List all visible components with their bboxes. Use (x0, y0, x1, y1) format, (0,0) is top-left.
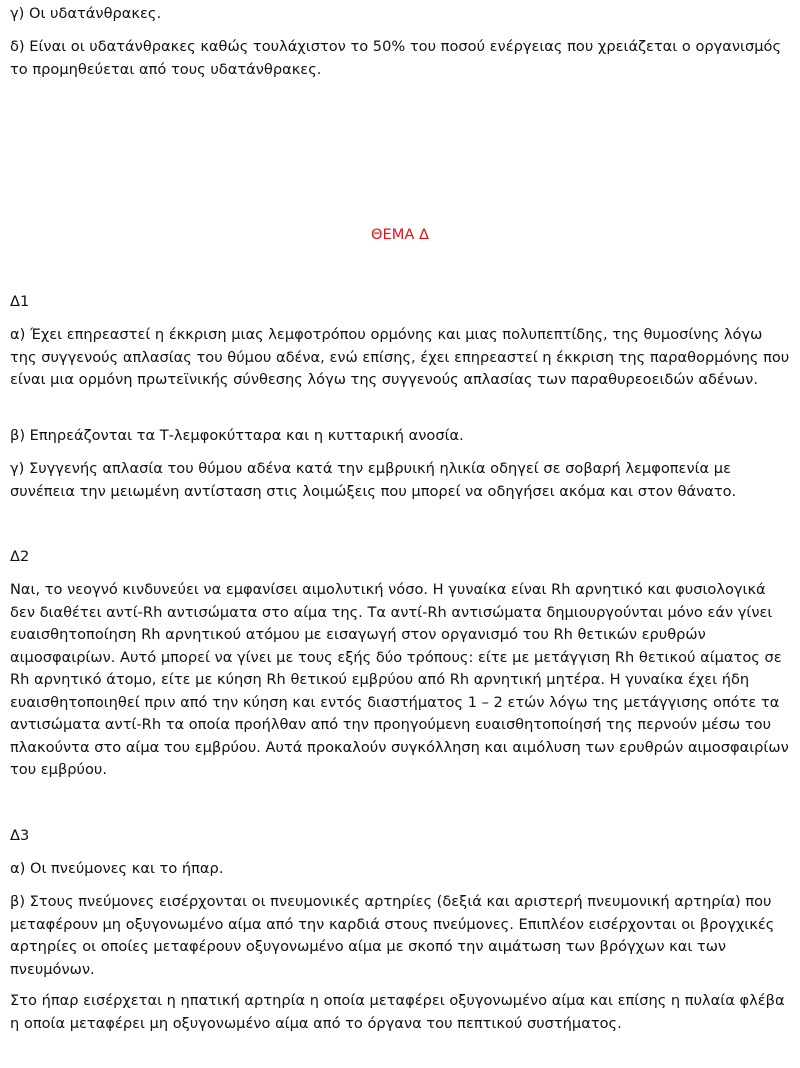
d2-label: Δ2 (10, 548, 30, 565)
d2-answer: Ναι, το νεογνό κινδυνεύει να εμφανίσει αιμολυτική νόσο. Η γυναίκα είναι Rh αρνητικό και φυσιολογικά δεν διαθέτει αντί-Rh αντισώματα στο αίμα της. Τα αντί-Rh αντισώματα δημιουργούνται μόνο εάν γίνει ευαισθητοποίηση Rh αρνητικού ατόμου με εισαγωγή στον οργανισμό του Rh θετικών ερυθρών αιμοσφαιρίων. Αυτό μπορεί να γίνει με τους εξής δύο τρόπους: είτε με μετάγγιση Rh θετικού αίματος σε Rh αρνητικό άτομο, είτε με κύηση Rh θετικού εμβρύου από Rh αρνητική μητέρα. Η γυναίκα έχει ήδη ευαισθητοποιηθεί πριν από την κύηση και εντός διαστήματος 1 – 2 ετών λόγω της μετάγγισης οπότε τα αντισώματα αντί-Rh τα οποία προήλθαν από την προηγούμενη ευαισθητοποίησή της περνούν μέσω του πλακούντα στο αίμα του εμβρύου. Αυτά προκαλούν συγκόλληση και αιμόλυση των ερυθρών αιμοσφαιρίων του εμβρύου. (10, 581, 789, 778)
d1-answer-b: β) Επηρεάζονται τα Τ-λεμφοκύτταρα και η κυτταρική ανοσία. (10, 427, 464, 444)
d3-answer-b: β) Στους πνεύμονες εισέρχονται οι πνευμονικές αρτηρίες (δεξιά και αριστερή πνευμονική αρτηρία) που μεταφέρουν μη οξυγονωμένο αίμα από την καρδιά στους πνεύμονες. Επιπλέον εισέρχονται οι βρογχικές αρτηρίες οι οποίες μεταφέρουν οξυγονωμένο αίμα με σκοπό την αιμάτωση των βρόγχων και των πνευμόνων. (10, 893, 775, 978)
answer-gamma-paragraph: γ) Οι υδατάνθρακες. (10, 5, 162, 22)
d3-answer-a: α) Οι πνεύμονες και το ήπαρ. (10, 860, 224, 877)
d1-answer-c: γ) Συγγενής απλασία του θύμου αδένα κατά την εμβρυική ηλικία οδηγεί σε σοβαρή λεμφοπενία με συνέπεια την μειωμένη αντίσταση στις λοιμώξεις που μπορεί να οδηγήσει ακόμα και στον θάνατο. (10, 460, 737, 500)
d3-label: Δ3 (10, 827, 30, 844)
answer-delta-paragraph: δ) Είναι οι υδατάνθρακες καθώς τουλάχιστον το 50% του ποσού ενέργειας που χρειάζεται ο οργανισμός το προμηθεύεται από τους υδατάνθρακες. (10, 38, 782, 78)
d1-answer-a: α) Έχει επηρεαστεί η έκκριση μιας λεμφοτρόπου ορμόνης και μιας πολυπεπτίδης, της θυμοσίνης λόγω της συγγενούς απλασίας του θύμου αδένα, ενώ επίσης, έχει επηρεαστεί η έκκριση της παραθορμόνης που είναι μια ορμόνη πρωτεϊνικής σύνθεσης λόγω της συγγενούς απλασίας των παραθυρεοειδών αδένων. (10, 326, 790, 388)
d1-label: Δ1 (10, 293, 30, 310)
section-title: ΘΕΜΑ Δ (371, 226, 429, 243)
d3-answer-b-liver: Στο ήπαρ εισέρχεται η ηπατική αρτηρία η οποία μεταφέρει οξυγονωμένο αίμα και επίσης η πυλαία φλέβα η οποία μεταφέρει μη οξυγονωμένο αίμα από το όργανα του πεπτικού συστήματος. (10, 992, 785, 1032)
